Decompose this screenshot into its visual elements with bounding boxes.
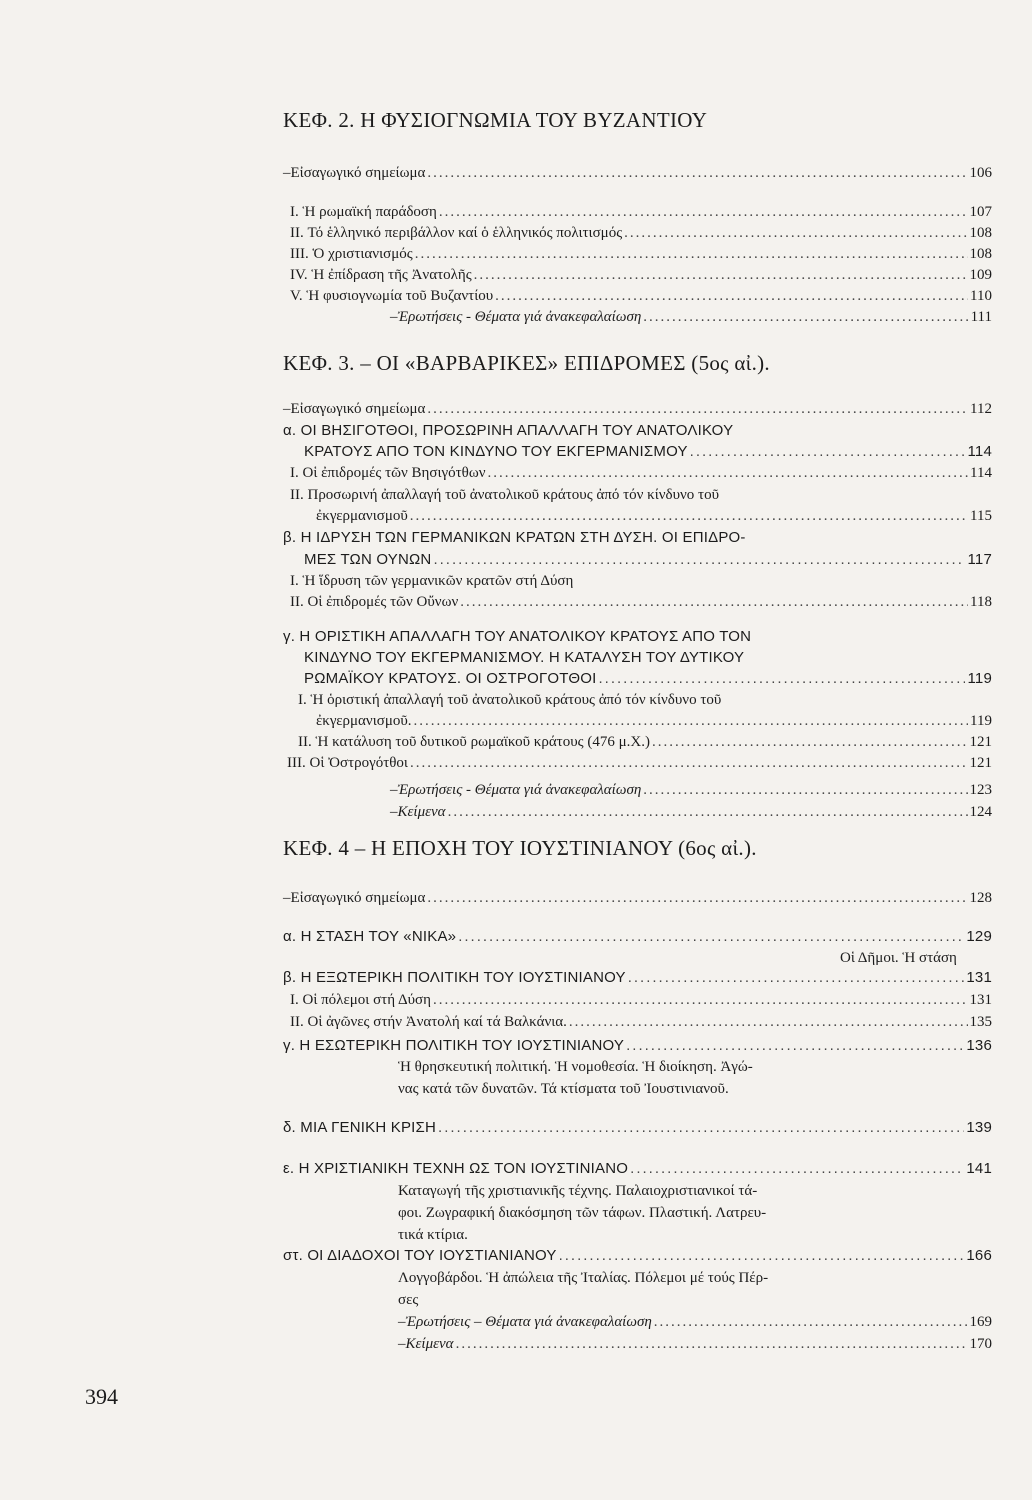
- toc-entry: [283, 1158, 992, 1180]
- toc-entry: [390, 779, 992, 801]
- entry-label: –Ἐρωτήσεις - Θέματα γιά ἀνακεφαλαίωση: [390, 309, 642, 325]
- entry-label: ἐκγερμανισμοῦ: [316, 508, 408, 524]
- toc-entry: [398, 1333, 992, 1355]
- entry-page: 139: [966, 1119, 992, 1136]
- entry-label: στ. ΟΙ ΔΙΑΔΟΧΟΙ ΤΟΥ ΙΟΥΣΤΙΑΝΙΑΝΟΥ: [283, 1247, 557, 1264]
- entry-page: 111: [970, 309, 992, 325]
- entry-page: 114: [967, 443, 992, 460]
- entry-page: 123: [969, 782, 992, 798]
- toc-entry: [290, 264, 992, 286]
- entry-label: II. Οἱ ἐπιδρομές τῶν Οὔνων: [290, 594, 459, 610]
- entry-label: δ. ΜΙΑ ΓΕΝΙΚΗ ΚΡΙΣΗ: [283, 1119, 437, 1136]
- toc-entry: [290, 1011, 992, 1033]
- toc-entry: [290, 285, 992, 307]
- toc-entry: [304, 441, 992, 463]
- toc-entry: [290, 201, 992, 223]
- entry-page: 136: [966, 1037, 992, 1054]
- entry-label: V. Ἡ φυσιογνωμία τοῦ Βυζαντίου: [290, 288, 494, 304]
- entry-page: 141: [966, 1160, 992, 1177]
- toc-entry: [287, 752, 992, 774]
- toc-entry: [304, 549, 992, 571]
- entry-page: 121: [969, 734, 992, 750]
- entry-label: I. Ἡ ἵδρυση τῶν γερμανικῶν κρατῶν στή Δύση: [290, 573, 574, 589]
- entry-page: 121: [969, 755, 992, 771]
- chapter-4-title: ΚΕΦ. 4 – Η ΕΠΟΧΗ ΤΟΥ ΙΟΥΣΤΙΝΙΑΝΟΥ (6ος αἰ.).: [283, 836, 757, 860]
- toc-entry: [290, 462, 992, 484]
- toc-entry: [316, 505, 992, 527]
- entry-label: –Εἰσαγωγικό σημείωμα: [283, 890, 426, 906]
- entry-label: ΡΩΜΑΪΚΟΥ ΚΡΑΤΟΥΣ. ΟΙ ΟΣΤΡΟΓΟΤΘΟΙ: [304, 670, 597, 687]
- entry-label: –Εἰσαγωγικό σημείωμα: [283, 165, 426, 181]
- section-heading: ΚΙΝΔΥΝΟ ΤΟΥ ΕΚΓΕΡΜΑΝΙΣΜΟΥ. Η ΚΑΤΑΛΥΣΗ ΤΟΥ ΔΥΤΙΚΟΥ: [304, 649, 745, 666]
- section-description: Λογγοβάρδοι. Ἡ ἀπώλεια τῆς Ἰταλίας. Πόλεμοι μέ τούς Πέρ-: [398, 1270, 769, 1286]
- entry-label: ΜΕΣ ΤΩΝ ΟΥΝΩΝ: [304, 551, 432, 568]
- toc-entry: [283, 1035, 992, 1057]
- entry-label: α. Η ΣΤΑΣΗ ΤΟΥ «ΝΙΚΑ»: [283, 928, 457, 945]
- entry-page: 129: [966, 928, 992, 945]
- toc-entry: [283, 887, 992, 909]
- entry-label: –Κείμενα: [398, 1336, 454, 1352]
- section-heading: α. ΟΙ ΒΗΣΙΓΟΤΘΟΙ, ΠΡΟΣΩΡΙΝΗ ΑΠΑΛΛΑΓΗ ΤΟΥ ΑΝΑΤΟΛΙΚΟΥ: [283, 422, 734, 439]
- toc-entry: [290, 591, 992, 613]
- section-description: Οἱ Δῆμοι. Ἡ στάση: [840, 950, 957, 966]
- entry-page: 124: [969, 804, 992, 820]
- entry-label: I. Οἱ πόλεμοι στή Δύση: [290, 992, 431, 1008]
- section-description: τικά κτίρια.: [398, 1227, 468, 1243]
- entry-label: –Ἐρωτήσεις - Θέματα γιά ἀνακεφαλαίωση: [390, 782, 642, 798]
- section-description: νας κατά τῶν δυνατῶν. Τά κτίσματα τοῦ Ἰουστινιανοῦ.: [398, 1081, 729, 1097]
- toc-entry: [390, 306, 992, 328]
- entry-page: 108: [969, 225, 992, 241]
- entry-label: III. Οἱ Ὀστρογότθοι: [287, 755, 408, 771]
- entry-label: I. Ἡ ρωμαϊκή παράδοση: [290, 204, 437, 220]
- entry-page: 107: [969, 204, 992, 220]
- entry-label: β. Η ΕΞΩΤΕΡΙΚΗ ΠΟΛΙΤΙΚΗ ΤΟΥ ΙΟΥΣΤΙΝΙΑΝΟΥ: [283, 969, 626, 986]
- entry-page: 106: [969, 165, 992, 181]
- section-description: σες: [398, 1292, 419, 1308]
- toc-entry: [304, 668, 992, 690]
- entry-label: –Ἐρωτήσεις – Θέματα γιά ἀνακεφαλαίωση: [398, 1314, 652, 1330]
- toc-entry: [298, 731, 992, 753]
- section-description: Καταγωγή τῆς χριστιανικῆς τέχνης. Παλαιοχριστιανικοί τά-: [398, 1183, 758, 1199]
- entry-page: 169: [969, 1314, 992, 1330]
- entry-page: 131: [969, 992, 992, 1008]
- entry-page: 110: [970, 288, 992, 304]
- entry-label: I. Οἱ ἐπιδρομές τῶν Βησιγότθων: [290, 465, 486, 481]
- entry-page: 114: [970, 465, 992, 481]
- entry-page: 128: [969, 890, 992, 906]
- entry-label: γ. Η ΕΣΩΤΕΡΙΚΗ ΠΟΛΙΤΙΚΗ ΤΟΥ ΙΟΥΣΤΙΝΙΑΝΟΥ: [283, 1037, 625, 1054]
- entry-page: 166: [966, 1247, 992, 1264]
- entry-label: II. Προσωρινή ἀπαλλαγή τοῦ ἀνατολικοῦ κράτους ἀπό τόν κίνδυνο τοῦ: [290, 487, 719, 503]
- entry-label: III. Ὁ χριστιανισμός: [290, 246, 413, 262]
- entry-page: 119: [970, 713, 992, 729]
- chapter-2-title: ΚΕΦ. 2. Η ΦΥΣΙΟΓΝΩΜΙΑ ΤΟΥ ΒΥΖΑΝΤΙΟΥ: [283, 108, 708, 132]
- entry-label: –Κείμενα: [390, 804, 446, 820]
- toc-entry: [398, 1311, 992, 1333]
- section-description: Ἡ θρησκευτική πολιτική. Ἡ νομοθεσία. Ἡ διοίκηση. Ἀγώ-: [398, 1059, 753, 1075]
- entry-label: ΚΡΑΤΟΥΣ ΑΠΟ ΤΟΝ ΚΙΝΔΥΝΟ ΤΟΥ ΕΚΓΕΡΜΑΝΙΣΜΟΥ: [304, 443, 688, 460]
- entry-page: 117: [967, 551, 992, 568]
- section-heading: γ. Η ΟΡΙΣΤΙΚΗ ΑΠΑΛΛΑΓΗ ΤΟΥ ΑΝΑΤΟΛΙΚΟΥ ΚΡΑΤΟΥΣ ΑΠΟ ΤΟΝ: [283, 628, 752, 645]
- toc-entry: [316, 710, 992, 732]
- toc-entry: [283, 1117, 992, 1139]
- entry-page: 131: [966, 969, 992, 986]
- entry-page: 170: [969, 1336, 992, 1352]
- toc-entry: [283, 162, 992, 184]
- toc-entry: [290, 222, 992, 244]
- entry-label: IV. Ἡ ἐπίδραση τῆς Ἀνατολῆς: [290, 267, 472, 283]
- section-heading: β. Η ΙΔΡΥΣΗ ΤΩΝ ΓΕΡΜΑΝΙΚΩΝ ΚΡΑΤΩΝ ΣΤΗ ΔΥΣΗ. ΟΙ ΕΠΙΔΡΟ-: [283, 529, 746, 546]
- entry-page: 115: [970, 508, 992, 524]
- entry-label: II. Οἱ ἀγῶνες στήν Ἀνατολή καί τά Βαλκάνια.: [290, 1014, 567, 1030]
- entry-label: II. Τό ἑλληνικό περιβάλλον καί ὁ ἑλληνικός πολιτισμός: [290, 225, 623, 241]
- toc-entry: [283, 967, 992, 989]
- chapter-3-title: ΚΕΦ. 3. – ΟΙ «ΒΑΡΒΑΡΙΚΕΣ» ΕΠΙΔΡΟΜΕΣ (5ος αἰ.).: [283, 351, 770, 375]
- entry-page: 135: [969, 1014, 992, 1030]
- page-number: 394: [85, 1384, 118, 1409]
- entry-label: II. Ἡ κατάλυση τοῦ δυτικοῦ ρωμαϊκοῦ κράτους (476 μ.Χ.): [298, 734, 650, 750]
- toc-entry: [283, 926, 992, 948]
- toc-entry: [283, 398, 992, 420]
- toc-entry: [290, 989, 992, 1011]
- entry-page: 112: [970, 401, 992, 417]
- entry-label: ε. Η ΧΡΙΣΤΙΑΝΙΚΗ ΤΕΧΝΗ ΩΣ ΤΟΝ ΙΟΥΣΤΙΝΙΑΝΟ: [283, 1160, 629, 1177]
- entry-label: –Εἰσαγωγικό σημείωμα: [283, 401, 426, 417]
- entry-label: ἐκγερμανισμοῦ.: [316, 713, 412, 729]
- toc-entry: [290, 243, 992, 265]
- entry-page: 109: [969, 267, 992, 283]
- entry-label: I. Ἡ ὁριστική ἀπαλλαγή τοῦ ἀνατολικοῦ κράτους ἀπό τόν κίνδυνο τοῦ: [298, 692, 722, 708]
- section-description: φοι. Ζωγραφική διακόσμηση τῶν τάφων. Πλαστική. Λατρευ-: [398, 1205, 767, 1221]
- toc-entry: [390, 801, 992, 823]
- entry-page: 108: [969, 246, 992, 262]
- toc-entry: [283, 1245, 992, 1267]
- entry-page: 119: [967, 670, 992, 687]
- entry-page: 118: [970, 594, 992, 610]
